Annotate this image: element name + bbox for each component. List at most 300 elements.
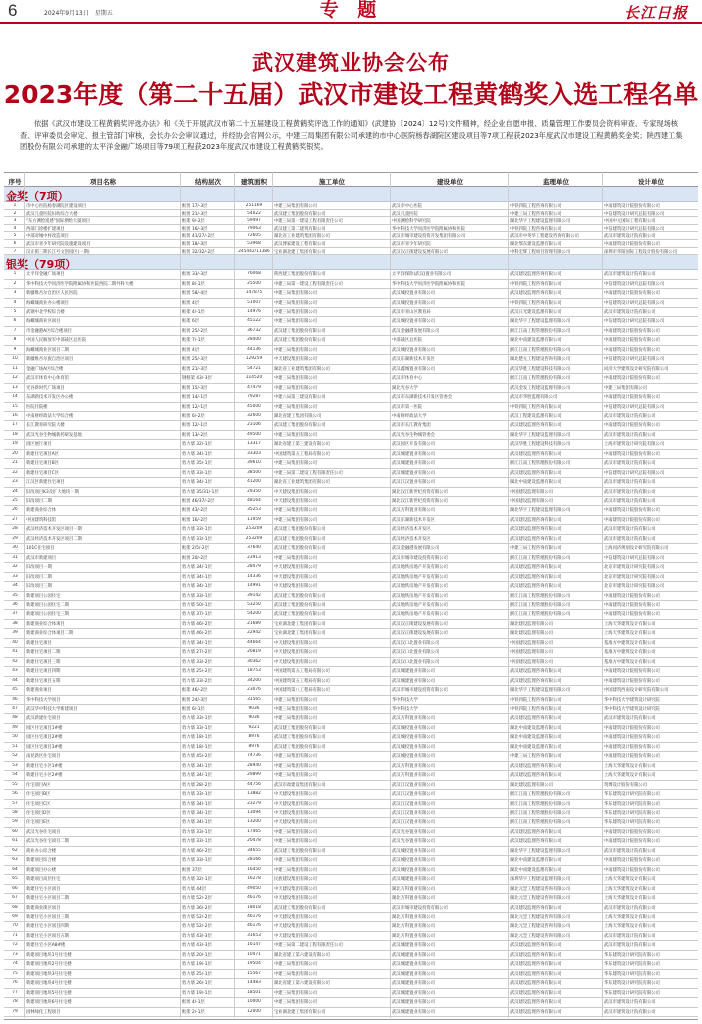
cell-index: 71 [12,932,18,938]
cell-designer: 深圳市华阳国际工程设计股份有限公司 [604,249,678,255]
cell-structure: 框剪 58/-4层 [182,291,208,297]
cell-contractor: 中天建设集团有限公司 [274,659,317,665]
cell-structure: 框剪 16/-2层 [182,517,208,523]
cell-designer: 中南建筑设计院股份有限公司 [604,858,660,864]
table-row [4,781,698,790]
cell-area: 16147 [247,942,261,948]
cell-designer: 中南建筑设计院股份有限公司 [604,669,660,675]
cell-owner: 武汉市城市建设投资开发集团有限公司 [392,234,466,240]
cell-contractor: 武汉建工集团股份有限公司 [274,536,326,542]
cell-designer: 中南建筑设计院股份有限公司 [604,754,660,760]
cell-structure: 剪力墙 33/-1层 [182,470,212,476]
cell-index: 42 [12,658,18,664]
cell-structure: 框剪 4层 [182,347,199,353]
cell-owner: 武汉市青山区教育局 [392,309,431,315]
cell-structure: 框剪 6/-1层 [182,707,205,712]
cell-area: 18501 [247,989,261,995]
cell-designer: 上海天华建筑设计有限公司 [604,886,656,892]
cell-structure: 剪力墙 33/-1层 [182,792,212,798]
cell-area: 251169 [245,203,263,208]
cell-index: 69 [12,913,18,919]
cell-supervisor: 武汉华胜工程建设科技有限公司 [510,366,571,372]
cell-area: 253209 [245,526,263,532]
cell-owner: 武汉江汉置业有限公司 [392,792,435,798]
cell-structure: 框架 4/-1层 [182,309,205,315]
cell-area: 54721 [247,365,261,371]
cell-contractor: 中建三局第二建设工程有限责任公司 [274,470,343,476]
cell-supervisor: 武汉建设监理咨询有限公司 [510,423,562,429]
cell-supervisor: 中铁四院工程咨询有限公司 [510,707,562,712]
cell-structure: 剪力墙 34/-1层 [182,820,212,826]
table-row [4,270,698,279]
table-row [4,393,698,402]
cell-contractor: 中建三局集团有限公司 [274,763,317,769]
cell-structure: 剪力墙 18/-1层 [182,744,212,750]
cell-owner: 武汉江汉置业有限公司 [392,801,435,807]
cell-designer: 基准方中建筑设计有限公司 [604,659,656,665]
cell-designer: 基准方中建筑设计有限公司 [604,640,656,646]
cell-area: 34655 [247,847,261,853]
cell-area: 35253 [247,507,261,513]
cell-designer: 中南建筑设计院股份有限公司 [604,395,660,401]
cell-project: 新建项目公园住宅三期 [26,612,69,618]
cell-structure: 剪力墙 43/-3层 [182,943,212,949]
cell-project: 武汉经济技术开发区项目二期 [26,536,82,542]
cell-contractor: 中天建设集团有限公司 [274,650,317,656]
cell-structure: 框剪 17/-3层 [182,204,208,209]
table-row [4,970,698,979]
cell-area: 16450 [247,866,261,872]
cell-area: 30362 [247,658,261,664]
silver-section-label: 银奖（79项） [6,258,77,272]
silver-rows [4,270,698,1017]
cell-owner: 武汉光谷置业有限公司 [392,829,435,835]
cell-index: 28 [12,526,18,532]
cell-designer: 上海市建筑设计研究院有限公司 [604,442,665,448]
gold-rows [4,202,698,255]
cell-index: 43 [12,668,18,674]
gold-section-label: 金奖（7项） [6,190,69,203]
cell-project: 新建住宅小区1#楼 [26,763,63,769]
cell-index: 77 [12,989,18,995]
cell-structure: 框剪 20/-2层 [182,555,208,561]
cell-project: "东方测绘遥感"国际测绘大厦项目 [26,219,91,225]
cell-contractor: 宝业湖北建工集团有限公司 [274,631,326,637]
cell-project: 园区住宅项目1#楼 [26,725,63,731]
cell-owner: 武汉地铁房地产开发有限公司 [392,574,448,580]
cell-supervisor: 武汉建设监理咨询有限公司 [510,291,562,297]
cell-structure: 框剪 21/-3层 [182,366,208,372]
cell-area: 34200 [247,677,261,683]
silver-section [4,255,698,270]
cell-structure: 剪力墙 52/-2层 [182,914,212,920]
cell-area: 48164 [247,498,261,504]
cell-designer: 武汉市建筑设计院有限公司 [604,527,656,533]
cell-designer: 中信建筑设计研究总院有限公司 [604,281,665,287]
cell-supervisor: 浙江江南工程管理股份有限公司 [510,810,571,816]
cell-project: 旧改项目二期 [26,499,52,505]
table-header [4,172,698,187]
cell-structure: 框剪 14/-1层 [182,395,208,401]
cell-area: 28479 [247,564,261,570]
table-row [4,544,698,553]
table-row [4,384,698,393]
cell-area: 54022 [247,210,261,216]
cell-contractor: 民族建设集团有限公司 [274,877,317,883]
cell-structure: 剪力墙 34/-1层 [182,480,212,486]
cell-structure: 剪力墙 52/-2层 [182,896,212,902]
table-row [4,856,698,865]
cell-index: 61 [12,838,18,844]
cell-supervisor: 武汉建设监理咨询有限公司 [510,962,562,968]
table-row [4,225,698,233]
table-row [4,658,698,667]
cell-owner: 武汉市长江教育集团 [392,423,431,429]
cell-contractor: 湖北省工业建筑集团有限公司 [274,366,330,372]
cell-designer: 华中科技大学建筑设计研究院 [604,707,660,712]
cell-contractor: 武汉建工集团股份有限公司 [274,744,326,750]
cell-contractor: 武汉建工集团股份有限公司 [274,328,326,334]
cell-index: 66 [12,885,18,891]
cell-supervisor: 武汉建设监理咨询有限公司 [510,1009,562,1015]
cell-contractor: 中建三局集团有限公司 [274,754,317,760]
cell-structure: 框剪 8/-1层 [182,281,205,287]
cell-owner: 武汉市体育中心 [392,376,423,382]
cell-index: 7 [13,248,17,254]
cell-area: 44756 [247,781,261,787]
cell-supervisor: 武汉建设监理咨询有限公司 [510,952,562,958]
cell-project: 武汉光谷住宅项目二期 [26,839,69,845]
cell-index: 68 [12,904,18,910]
cell-structure: 框剪 6/-2层 [182,413,205,419]
cell-owner: 武汉江汉置业有限公司 [392,810,435,816]
cell-designer: 中南建筑设计院股份有限公司 [604,347,660,353]
cell-index: 62 [12,847,18,853]
table-row [4,818,698,827]
cell-supervisor: 浙江江南工程管理股份有限公司 [510,612,571,618]
table-row [4,800,698,809]
cell-area: 44664 [247,639,261,645]
cell-structure: 剪力墙 33/-1层 [182,593,212,599]
cell-area: 14336 [247,573,261,579]
cell-owner: 武汉万科置业有限公司 [392,716,435,722]
cell-structure: 剪力墙 26/-1层 [182,981,212,987]
cell-project: 光谷新时代广场项目 [26,385,65,391]
cell-supervisor: 武汉建设监理咨询有限公司 [510,763,562,769]
cell-supervisor: 中国建设监理有限公司 [510,650,553,656]
cell-owner: 武汉东湖新技术开发区 [392,357,435,363]
cell-project: 新建项目高层住宅 [26,877,61,883]
cell-supervisor: 武汉建设监理咨询有限公司 [510,678,562,684]
cell-area: 72605 [247,233,261,239]
cell-owner: 湖北万科置业有限公司 [392,886,435,892]
cell-structure: 剪力墙 33/-1层 [182,839,212,845]
cell-designer: 中信建筑设计研究总院有限公司 [604,300,665,306]
cell-area: 54200 [247,611,261,617]
cell-area: 11959 [247,516,261,522]
table-row [4,932,698,941]
cell-designer: 中信建筑设计研究总院有限公司 [604,555,665,561]
cell-index: 35 [12,592,18,598]
cell-structure: 框剪 37层 [182,867,202,873]
cell-owner: 武汉城建置业有限公司 [392,1009,435,1015]
table-row [4,913,698,922]
cell-contractor: 中建三局集团有限公司 [274,990,317,996]
cell-contractor: 中天建设集团有限公司 [274,914,317,920]
cell-structure: 剪力墙 35/-1层 [182,461,212,467]
cell-designer: 中南建筑设计院股份有限公司 [604,451,660,457]
cell-owner: 武汉市东湖新技术开发区管委会 [392,395,453,401]
header-area: 建筑面积 [241,178,267,186]
cell-index: 40 [12,639,18,645]
cell-supervisor: 浙江江南工程管理股份有限公司 [510,801,571,807]
cell-supervisor: 湖北鄂东建设监理有限公司 [510,241,562,247]
cell-contractor: 湖北省建工集团有限公司 [274,413,322,419]
cell-index: 65 [12,876,18,882]
cell-supervisor: 中铁四院工程咨询有限公司 [510,204,562,209]
cell-index: 39 [12,630,18,636]
cell-supervisor: 武汉金发工程建设监理有限公司 [510,385,571,391]
cell-designer: 上海天华建筑设计有限公司 [604,924,656,930]
cell-owner: 武汉城投置业有限公司 [392,744,435,750]
table-row [4,677,698,686]
cell-designer: 中信建筑设计研究总院有限公司 [604,470,665,476]
cell-index: 36 [12,602,18,608]
cell-supervisor: 湖北建设监理有限公司 [510,631,553,637]
cell-area: 10471 [247,951,261,957]
cell-project: 新建住宅项目B区 [26,461,60,467]
cell-area: 25500 [247,280,261,286]
cell-project: 新建住宅小区项目四期 [26,924,69,930]
cell-designer: 中南建筑设计院股份有限公司 [604,829,660,835]
cell-supervisor: 武汉建设监理咨询有限公司 [510,574,562,580]
cell-area: 59497 [247,218,261,224]
cell-designer: 基准方中建筑设计有限公司 [604,650,656,656]
cell-structure: 剪力墙 34/-1层 [182,801,212,807]
cell-contractor: 中建三局集团有限公司 [274,319,317,325]
cell-structure: 框剪 43/-2层 [182,508,208,514]
cell-project: 新建商业综合体 [26,508,57,514]
cell-project: 武汉儿童医院妇幼综合大楼 [26,211,78,217]
cell-area: 14483 [247,980,261,986]
cell-owner: 中南财经政法大学 [392,413,427,419]
cell-owner: 武汉城建置业有限公司 [392,678,435,684]
cell-area: 17465 [247,828,261,834]
cell-index: 19 [12,441,18,447]
cell-designer: 武汉市建筑设计院有限公司 [604,480,656,486]
cell-supervisor: 武汉建设监理咨询有限公司 [510,584,562,590]
table-row [4,592,698,601]
cell-area: 49050 [247,885,261,891]
cell-owner: 武汉江汉置业有限公司 [392,480,435,486]
cell-project: 汉正街三期长江号文创园区(一期) [26,249,90,255]
cell-structure: 剪力墙 37/-1层 [182,612,212,618]
cell-project: 新建住宅项目 [26,640,52,646]
cell-project: 中部对城中村改造项目 [26,234,69,240]
cell-supervisor: 武汉市华胜监理有限公司 [510,395,558,401]
cell-owner: 武汉园区开发有限公司 [392,442,435,448]
cell-supervisor: 中建三局工程咨询有限公司 [510,211,562,217]
table-row [4,667,698,676]
cell-area: 28940 [247,762,261,768]
cell-structure: 剪力墙 34/-1层 [182,574,212,580]
cell-designer: 中南建筑设计院股份有限公司 [604,291,660,297]
cell-contractor: 武汉建工集团股份有限公司 [274,423,326,429]
cell-project: 海螺城商业区项目 [26,319,61,325]
cell-designer: 中信建筑设计研究总院有限公司 [604,319,665,325]
table-row [4,714,698,723]
cell-index: 75 [12,970,18,976]
cell-structure: 剪力墙 32/-1层 [182,877,212,883]
cell-structure: 框剪 25/-3层 [182,357,208,363]
cell-area: 79063 [247,225,261,231]
cell-structure: 剪力墙 43/-3层 [182,933,212,939]
cell-index: 33 [12,573,18,579]
cell-designer: 上海同济规划设计研究院有限公司 [604,546,669,552]
cell-structure: 钢框架 43/-3层 [182,376,212,382]
header-owner: 建设单位 [437,178,463,186]
cell-contractor: 中天建设集团有限公司 [274,933,317,939]
cell-index: 27 [12,516,18,522]
cell-project: 新建住宅小区项目二期 [26,896,69,902]
cell-project: 江汉区新建住宅项目 [26,480,65,486]
cell-structure: 剪力墙 34/-1层 [182,565,212,571]
cell-area: 18018 [247,904,261,910]
cell-contractor: 中建三局集团有限公司 [274,300,317,306]
cell-structure: 剪力墙 33/-2层 [182,659,212,665]
cell-designer: 华东建筑设计研究院有限公司 [604,801,660,807]
cell-owner: 武汉城建置业有限公司 [392,981,435,987]
cell-area: 33303 [247,450,261,456]
cell-project: 华中科技大学同济医学院附属协和医院西院二期外科大楼 [26,281,134,287]
cell-index: 24 [12,488,18,494]
cell-index: 16 [12,412,18,418]
cell-supervisor: 武汉建设监理咨询有限公司 [510,272,562,278]
cell-supervisor: 湖北中南建设监理有限公司 [510,735,562,741]
cell-area: 53968 [247,240,261,246]
cell-supervisor: 湖北中南建设监理有限公司 [510,338,562,344]
cell-project: 新建住宅项目四期 [26,669,61,675]
cell-designer: 同济大学建筑设计研究院有限公司 [604,366,669,372]
cell-index: 1 [13,203,17,208]
cell-index: 53 [12,762,18,768]
header-project: 项目名称 [90,178,116,186]
cell-structure: 剪力墙 35/31/-1层 [182,489,219,495]
cell-project: 园林绿化工程项目 [26,1009,61,1015]
cell-index: 20 [12,450,18,456]
cell-project: 新建住宅小区项目 [26,886,61,892]
cell-contractor: 中建三局集团有限公司 [274,291,317,297]
cell-structure: 剪力墙 18/-1层 [182,735,212,741]
cell-structure: 剪力墙 33/-1层 [182,536,212,542]
cell-contractor: 中天建设集团有限公司 [274,896,317,902]
cell-area: 44136 [247,346,261,352]
cell-area: 14976 [247,308,261,314]
cell-contractor: 中建三局集团有限公司 [274,839,317,845]
cell-index: 25 [12,498,18,504]
cell-project: 新建住宅项目A区 [26,451,60,457]
cell-project: 市金融港A区综合楼项目 [26,328,72,334]
cell-supervisor: 武汉市中英华工程建设咨询有限公司 [510,234,579,240]
cell-index: 3 [13,218,17,224]
table-row [4,752,698,761]
cell-area: 147875 [245,290,263,296]
cell-contractor: 武汉博家建设工程有限公司 [274,241,326,247]
cell-structure: 框架 6层 [182,319,199,325]
cell-contractor: 武汉建工集团股份有限公司 [274,338,326,344]
cell-structure: 剪力墙 50/-1层 [182,603,212,609]
table-row [4,289,698,298]
cell-contractor: 陕西建工集团股份有限公司 [274,272,326,278]
cell-contractor: 中天建设集团有限公司 [274,792,317,798]
cell-contractor: 宝业湖北建工集团有限公司 [274,1009,326,1015]
cell-designer: 中南建筑设计院股份有限公司 [604,744,660,750]
cell-designer: 武汉市建筑设计院有限公司 [604,309,656,315]
cell-contractor: 中天建设集团有限公司 [274,489,317,495]
cell-index: 5 [13,308,17,314]
cell-area: 23076 [247,687,261,693]
cell-index: 23 [12,479,18,485]
cell-index: 74 [12,961,18,967]
cell-contractor: 武汉建工集团股份有限公司 [274,546,326,552]
cell-index: 32 [12,564,18,570]
cell-designer: 武汉市建筑设计院有限公司 [604,432,656,438]
cell-area: 13882 [247,791,261,797]
cell-owner: 武汉金融港发展有限公司 [392,328,440,334]
cell-designer: 武汉市建筑设计院有限公司 [604,536,656,542]
cell-project: 华中科技大学项目 [26,697,61,703]
cell-owner: 武汉城建置业有限公司 [392,1000,435,1006]
cell-contractor: 武汉建工集团股份有限公司 [274,735,326,741]
cell-index: 41 [12,649,18,655]
cell-project: 金融广场A区综合楼 [26,366,64,372]
table-row [4,327,698,336]
cell-structure: 剪力墙 45/-2层 [182,754,212,760]
page-number: 6 [8,1,18,20]
cell-index: 14 [12,394,18,400]
table-row [4,299,698,308]
cell-owner: 武汉地铁房地产开发有限公司 [392,603,448,609]
cell-area: 12000 [247,1008,261,1014]
header-contractor: 施工单位 [319,178,345,186]
cell-supervisor: 湖北元罡工程建设咨询有限公司 [510,896,571,902]
cell-area: 20478 [247,838,261,844]
cell-supervisor: 浙江江南工程管理股份有限公司 [510,792,571,798]
cell-owner: 武汉汉口北置业有限公司 [392,650,440,656]
table-row [4,440,698,449]
cell-supervisor: 湖北建设监理有限公司 [510,621,553,627]
cell-project: 新建项目地块4号住宅楼 [26,981,72,987]
cell-supervisor: 中国建设监理有限公司 [510,659,553,665]
cell-supervisor: 武汉建设监理咨询有限公司 [510,669,562,675]
cell-owner: 华中科技大学 [392,697,418,703]
cell-designer: 华中科技大学建筑设计研究院 [604,697,660,703]
table-row [4,639,698,648]
cell-project: 新建住宅小区A8#楼 [26,943,66,949]
table-row [4,951,698,960]
cell-project: 101C住宅项目 [26,546,55,552]
cell-project: 长江教育研究院大楼 [26,423,65,429]
cell-supervisor: 武汉建设监理咨询有限公司 [510,971,562,977]
cell-contractor: 武汉建工集团股份有限公司 [274,612,326,618]
cell-owner: 武汉汉正街建设发展有限公司 [392,249,448,255]
table-row [4,771,698,780]
header-structure: 结构层次 [195,178,221,186]
cell-owner: 武汉城建置业有限公司 [392,669,435,675]
cell-project: 旧改项目K3及扩大地块一期 [26,489,79,495]
cell-area: 28400 [247,337,261,343]
cell-supervisor: 武汉建设监理咨询有限公司 [510,773,562,779]
